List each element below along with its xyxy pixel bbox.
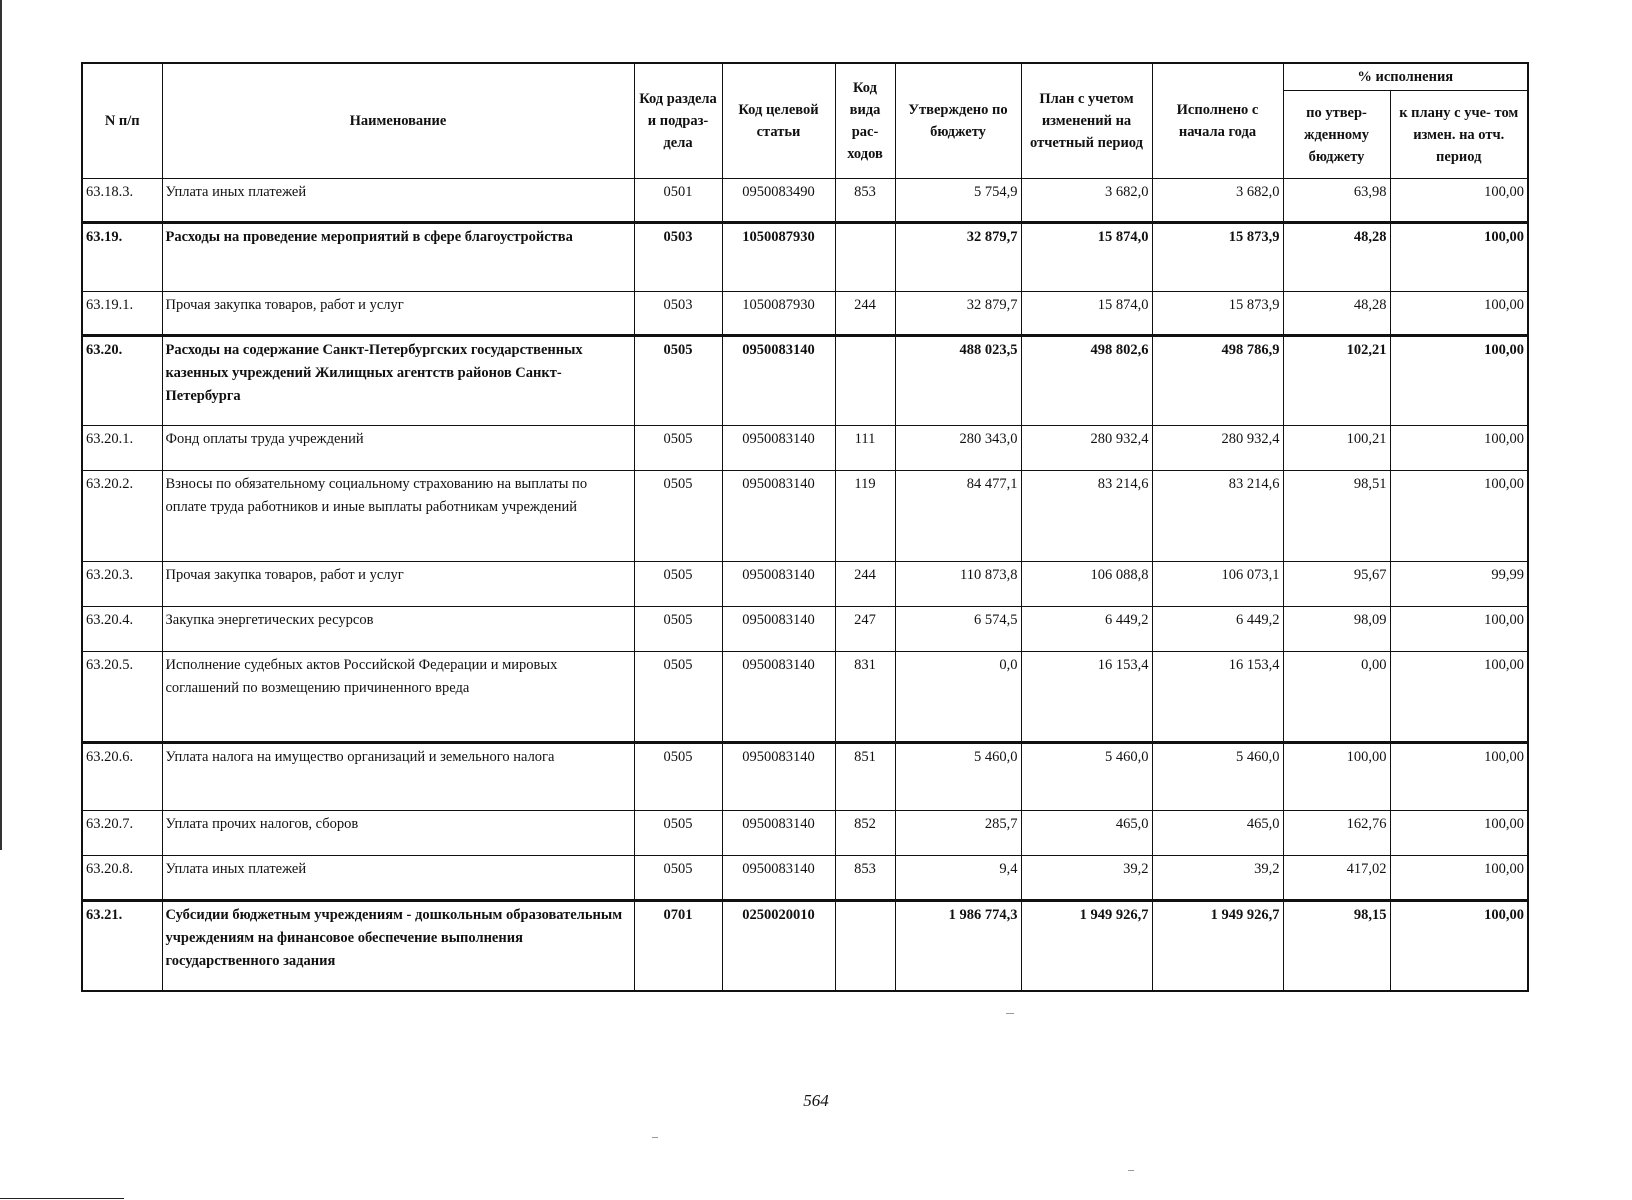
row-num: 63.20.7. xyxy=(82,811,162,856)
row-expense-type: 119 xyxy=(835,471,895,562)
row-pct-plan: 100,00 xyxy=(1390,652,1528,743)
row-pct-plan: 100,00 xyxy=(1390,743,1528,811)
row-target-code: 0950083140 xyxy=(722,652,835,743)
row-section-code: 0505 xyxy=(634,652,722,743)
row-pct-approved: 98,51 xyxy=(1283,471,1390,562)
row-plan: 106 088,8 xyxy=(1021,562,1152,607)
row-pct-approved: 95,67 xyxy=(1283,562,1390,607)
row-plan: 15 874,0 xyxy=(1021,292,1152,336)
header-plan: План с учетом изменений на отчетный период xyxy=(1021,63,1152,179)
row-name: Прочая закупка товаров, работ и услуг xyxy=(162,292,634,336)
row-executed: 39,2 xyxy=(1152,856,1283,901)
row-pct-approved: 417,02 xyxy=(1283,856,1390,901)
table-row xyxy=(82,223,1528,292)
row-section-code: 0505 xyxy=(634,426,722,471)
row-expense-type: 244 xyxy=(835,562,895,607)
row-section-code: 0505 xyxy=(634,811,722,856)
row-executed: 15 873,9 xyxy=(1152,223,1283,292)
row-pct-approved: 63,98 xyxy=(1283,179,1390,223)
row-num: 63.19.1. xyxy=(82,292,162,336)
row-num: 63.20. xyxy=(82,336,162,426)
table-row xyxy=(82,856,1528,901)
header-expense-type-code: Код вида рас- ходов xyxy=(835,63,895,179)
row-pct-approved: 98,15 xyxy=(1283,901,1390,991)
row-executed: 106 073,1 xyxy=(1152,562,1283,607)
row-pct-plan: 100,00 xyxy=(1390,607,1528,652)
row-target-code: 0950083140 xyxy=(722,426,835,471)
row-name: Расходы на содержание Санкт-Петербургских государственных казенных учреждений Жилищных агентств районов Санкт-Петербурга xyxy=(162,336,634,426)
row-pct-approved: 100,21 xyxy=(1283,426,1390,471)
row-executed: 498 786,9 xyxy=(1152,336,1283,426)
row-target-code: 0950083140 xyxy=(722,562,835,607)
row-approved: 488 023,5 xyxy=(895,336,1021,426)
row-expense-type xyxy=(835,223,895,292)
row-plan: 498 802,6 xyxy=(1021,336,1152,426)
table-row xyxy=(82,901,1528,991)
row-name: Расходы на проведение мероприятий в сфере благоустройства xyxy=(162,223,634,292)
table-row xyxy=(82,336,1528,426)
row-plan: 6 449,2 xyxy=(1021,607,1152,652)
row-executed: 280 932,4 xyxy=(1152,426,1283,471)
row-target-code: 0950083140 xyxy=(722,743,835,811)
scan-speck xyxy=(1006,1013,1014,1014)
row-num: 63.19. xyxy=(82,223,162,292)
table-row xyxy=(82,292,1528,336)
row-section-code: 0505 xyxy=(634,471,722,562)
header-pct-approved: по утвер- жденному бюджету xyxy=(1283,91,1390,179)
row-executed: 465,0 xyxy=(1152,811,1283,856)
row-approved: 32 879,7 xyxy=(895,292,1021,336)
row-pct-plan: 100,00 xyxy=(1390,292,1528,336)
row-expense-type xyxy=(835,901,895,991)
row-expense-type: 831 xyxy=(835,652,895,743)
row-pct-approved: 48,28 xyxy=(1283,223,1390,292)
row-target-code: 0950083490 xyxy=(722,179,835,223)
row-pct-plan: 100,00 xyxy=(1390,471,1528,562)
scan-speck xyxy=(1128,1170,1134,1171)
row-name: Субсидии бюджетным учреждениям - дошкольным образовательным учреждениям на финансовое обеспечение выполнения государственного задания xyxy=(162,901,634,991)
scan-speck xyxy=(652,1137,658,1138)
row-pct-approved: 162,76 xyxy=(1283,811,1390,856)
row-target-code: 0950083140 xyxy=(722,811,835,856)
row-expense-type: 247 xyxy=(835,607,895,652)
row-pct-plan: 100,00 xyxy=(1390,179,1528,223)
row-num: 63.20.4. xyxy=(82,607,162,652)
row-approved: 280 343,0 xyxy=(895,426,1021,471)
row-pct-approved: 100,00 xyxy=(1283,743,1390,811)
header-pct-plan: к плану с уче- том измен. на отч. период xyxy=(1390,91,1528,179)
row-name: Уплата прочих налогов, сборов xyxy=(162,811,634,856)
scan-edge-mark xyxy=(0,0,2,850)
header-name: Наименование xyxy=(162,63,634,179)
row-name: Прочая закупка товаров, работ и услуг xyxy=(162,562,634,607)
table-row xyxy=(82,607,1528,652)
row-expense-type: 852 xyxy=(835,811,895,856)
row-name: Взносы по обязательному социальному страхованию на выплаты по оплате труда работников и иные выплаты работникам учреждений xyxy=(162,471,634,562)
table-row xyxy=(82,426,1528,471)
row-executed: 16 153,4 xyxy=(1152,652,1283,743)
row-plan: 16 153,4 xyxy=(1021,652,1152,743)
row-pct-plan: 99,99 xyxy=(1390,562,1528,607)
row-pct-plan: 100,00 xyxy=(1390,336,1528,426)
table-row xyxy=(82,179,1528,223)
row-approved: 9,4 xyxy=(895,856,1021,901)
row-section-code: 0505 xyxy=(634,743,722,811)
table-row xyxy=(82,811,1528,856)
row-pct-approved: 98,09 xyxy=(1283,607,1390,652)
row-section-code: 0505 xyxy=(634,336,722,426)
header-section-code: Код раздела и подраз- дела xyxy=(634,63,722,179)
row-approved: 285,7 xyxy=(895,811,1021,856)
page-number: 564 xyxy=(803,1091,829,1110)
row-num: 63.20.2. xyxy=(82,471,162,562)
row-section-code: 0505 xyxy=(634,562,722,607)
row-target-code: 1050087930 xyxy=(722,223,835,292)
row-approved: 5 460,0 xyxy=(895,743,1021,811)
row-name: Закупка энергетических ресурсов xyxy=(162,607,634,652)
row-name: Фонд оплаты труда учреждений xyxy=(162,426,634,471)
row-expense-type: 851 xyxy=(835,743,895,811)
row-num: 63.20.8. xyxy=(82,856,162,901)
row-plan: 83 214,6 xyxy=(1021,471,1152,562)
row-expense-type xyxy=(835,336,895,426)
row-plan: 39,2 xyxy=(1021,856,1152,901)
row-plan: 280 932,4 xyxy=(1021,426,1152,471)
row-target-code: 0250020010 xyxy=(722,901,835,991)
row-pct-plan: 100,00 xyxy=(1390,856,1528,901)
row-section-code: 0501 xyxy=(634,179,722,223)
row-pct-plan: 100,00 xyxy=(1390,811,1528,856)
header-approved: Утверждено по бюджету xyxy=(895,63,1021,179)
table-row xyxy=(82,562,1528,607)
row-expense-type: 111 xyxy=(835,426,895,471)
row-executed: 5 460,0 xyxy=(1152,743,1283,811)
row-plan: 1 949 926,7 xyxy=(1021,901,1152,991)
row-pct-approved: 0,00 xyxy=(1283,652,1390,743)
row-approved: 5 754,9 xyxy=(895,179,1021,223)
row-pct-plan: 100,00 xyxy=(1390,426,1528,471)
header-num: N п/п xyxy=(82,63,162,179)
row-pct-approved: 48,28 xyxy=(1283,292,1390,336)
row-target-code: 1050087930 xyxy=(722,292,835,336)
row-approved: 84 477,1 xyxy=(895,471,1021,562)
row-target-code: 0950083140 xyxy=(722,856,835,901)
row-pct-plan: 100,00 xyxy=(1390,901,1528,991)
row-pct-plan: 100,00 xyxy=(1390,223,1528,292)
scan-bottom-mark xyxy=(0,1198,124,1199)
row-plan: 465,0 xyxy=(1021,811,1152,856)
row-executed: 3 682,0 xyxy=(1152,179,1283,223)
row-target-code: 0950083140 xyxy=(722,471,835,562)
row-num: 63.20.3. xyxy=(82,562,162,607)
row-num: 63.20.1. xyxy=(82,426,162,471)
table-row xyxy=(82,652,1528,743)
row-section-code: 0503 xyxy=(634,223,722,292)
row-approved: 110 873,8 xyxy=(895,562,1021,607)
row-section-code: 0505 xyxy=(634,856,722,901)
header-percent-group: % исполнения xyxy=(1283,63,1528,91)
row-name: Исполнение судебных актов Российской Федерации и мировых соглашений по возмещению причиненного вреда xyxy=(162,652,634,743)
row-plan: 3 682,0 xyxy=(1021,179,1152,223)
row-expense-type: 244 xyxy=(835,292,895,336)
row-executed: 1 949 926,7 xyxy=(1152,901,1283,991)
row-pct-approved: 102,21 xyxy=(1283,336,1390,426)
row-num: 63.20.6. xyxy=(82,743,162,811)
table-row xyxy=(82,471,1528,562)
row-target-code: 0950083140 xyxy=(722,336,835,426)
row-section-code: 0503 xyxy=(634,292,722,336)
row-section-code: 0701 xyxy=(634,901,722,991)
header-executed: Исполнено с начала года xyxy=(1152,63,1283,179)
row-approved: 32 879,7 xyxy=(895,223,1021,292)
row-plan: 5 460,0 xyxy=(1021,743,1152,811)
row-name: Уплата иных платежей xyxy=(162,856,634,901)
row-executed: 83 214,6 xyxy=(1152,471,1283,562)
row-approved: 0,0 xyxy=(895,652,1021,743)
row-num: 63.20.5. xyxy=(82,652,162,743)
budget-execution-table xyxy=(81,62,1529,992)
row-plan: 15 874,0 xyxy=(1021,223,1152,292)
row-expense-type: 853 xyxy=(835,856,895,901)
header-target-code: Код целевой статьи xyxy=(722,63,835,179)
row-num: 63.18.3. xyxy=(82,179,162,223)
table-row xyxy=(82,743,1528,811)
row-target-code: 0950083140 xyxy=(722,607,835,652)
row-num: 63.21. xyxy=(82,901,162,991)
row-approved: 6 574,5 xyxy=(895,607,1021,652)
row-name: Уплата налога на имущество организаций и земельного налога xyxy=(162,743,634,811)
row-expense-type: 853 xyxy=(835,179,895,223)
row-name: Уплата иных платежей xyxy=(162,179,634,223)
row-approved: 1 986 774,3 xyxy=(895,901,1021,991)
row-executed: 6 449,2 xyxy=(1152,607,1283,652)
row-section-code: 0505 xyxy=(634,607,722,652)
row-executed: 15 873,9 xyxy=(1152,292,1283,336)
